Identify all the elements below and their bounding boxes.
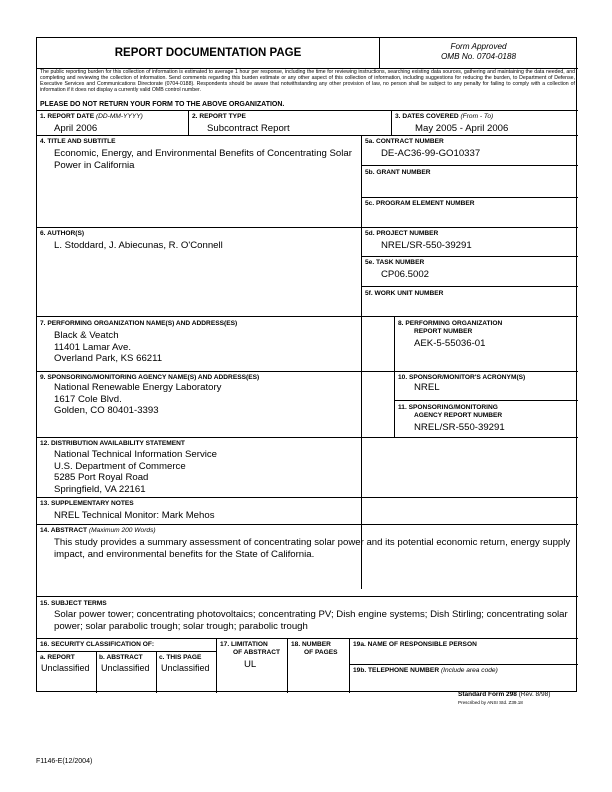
authors-label: 6. AUTHOR(S) [40,230,85,237]
divider [156,651,157,693]
divider [391,110,392,135]
agency-report-label: 11. SPONSORING/MONITORING AGENCY REPORT NUMBER [398,404,503,419]
sponsoring-agency-field[interactable]: National Renewable Energy Laboratory 1617 Cole Blvd. Golden, CO 80401-3393 [54,382,222,416]
divider [37,371,578,372]
divider [394,316,395,437]
number-pages-label: 18. NUMBER OF PAGES [291,641,338,656]
this-page-class-field[interactable]: Unclassified [161,663,210,673]
burden-notice: The public reporting burden for this collection of information is estimated to average 1 hour per response, including the time for reviewing instructions, searching existing data sources, gathering and maintaining the data needed, and completing and reviewing the collection of information. Send comments regarding this burden estimate or any other aspect of this collection of information, including suggestions for reducing the burden, to Department of Defense, Executive Services and Communications Directorate (0704-0188). Respondents should be aware that notwithstanding any other provision of law, no person shall be subject to any penalty for failing to comply with a collection of information if it does not display a currently valid OMB control number. [40,69,575,93]
contract-number-label: 5a. CONTRACT NUMBER [365,138,444,145]
agency-report-field[interactable]: NREL/SR-550-39291 [414,422,505,433]
subject-terms-label: 15. SUBJECT TERMS [40,600,107,607]
report-class-field[interactable]: Unclassified [41,663,90,673]
divider [37,497,578,498]
divider [361,165,578,166]
abstract-field[interactable]: This study provides a summary assessment of concentrating solar power and its potential economic return, energy supply impact, and environmental benefits for the State of California. [54,537,571,560]
authors-field[interactable]: L. Stoddard, J. Abiecunas, R. O'Connell [54,240,223,251]
work-unit-label: 5f. WORK UNIT NUMBER [365,290,444,297]
limitation-label: 17. LIMITATION OF ABSTRACT [220,641,281,656]
abstract-class-label: b. ABSTRACT [99,654,143,661]
divider [37,316,578,317]
standard-form-label: Standard Form 298 (Rev. 8/98) [458,691,551,698]
divider [37,638,578,639]
report-type-label: 2. REPORT TYPE [192,113,246,120]
divider [349,664,578,665]
distribution-field[interactable]: National Technical Information Service U.S. Department of Commerce 5285 Port Royal Road Springfield, VA 22161 [54,449,217,495]
grant-number-label: 5b. GRANT NUMBER [365,169,431,176]
abstract-class-field[interactable]: Unclassified [101,663,150,673]
performing-report-label: 8. PERFORMING ORGANIZATION REPORT NUMBER [398,320,503,335]
dates-covered-field[interactable]: May 2005 - April 2006 [415,123,509,134]
divider [361,197,578,198]
divider [37,135,578,136]
supplementary-notes-field[interactable]: NREL Technical Monitor: Mark Mehos [54,510,215,521]
project-number-field[interactable]: NREL/SR-550-39291 [381,240,472,251]
divider [37,110,578,111]
divider [37,437,578,438]
divider [188,110,189,135]
dates-covered-label: 3. DATES COVERED (From - To) [395,113,494,120]
divider [216,638,217,693]
report-date-label: 1. REPORT DATE (DD-MM-YYYY) [40,113,143,120]
abstract-label: 14. ABSTRACT (Maximum 200 Words) [40,527,156,534]
contract-number-field[interactable]: DE-AC36-99-GO10337 [381,148,481,159]
report-type-field[interactable]: Subcontract Report [207,123,290,134]
divider [361,256,578,257]
report-documentation-form [36,37,577,692]
divider [37,596,578,597]
distribution-label: 12. DISTRIBUTION AVAILABILITY STATEMENT [40,440,185,447]
form-approved: Form Approved OMB No. 0704-0188 [440,42,517,61]
prescribed-label: Prescribed by ANSI Std. Z39.18 [458,700,523,705]
report-class-label: a. REPORT [40,654,75,661]
sponsor-acronym-label: 10. SPONSOR/MONITOR'S ACRONYM(S) [398,374,526,381]
this-page-class-label: c. THIS PAGE [159,654,202,661]
subject-terms-field[interactable]: Solar power tower; concentrating photovoltaics; concentrating PV; Dish engine systems; Dish Stirling; concentrating solar power; solar parabolic trough; solar trough; parabolic trough [54,609,568,632]
responsible-person-label: 19a. NAME OF RESPONSIBLE PERSON [353,641,477,648]
task-number-field[interactable]: CP06.5002 [381,269,430,280]
return-notice: PLEASE DO NOT RETURN YOUR FORM TO THE ABOVE ORGANIZATION. [40,101,285,108]
project-number-label: 5d. PROJECT NUMBER [365,230,439,237]
limitation-field[interactable]: UL [244,659,257,670]
divider [287,638,288,693]
program-element-label: 5c. PROGRAM ELEMENT NUMBER [365,200,475,207]
telephone-label: 19b. TELEPHONE NUMBER (Include area code) [353,667,498,674]
performing-report-field[interactable]: AEK-5-55036-01 [414,338,486,349]
task-number-label: 5e. TASK NUMBER [365,259,425,266]
title-subtitle-label: 4. TITLE AND SUBTITLE [40,138,116,145]
title-subtitle-field[interactable]: Economic, Energy, and Environmental Benefits of Concentrating Solar Power in California [54,148,352,171]
divider [37,524,578,525]
performing-org-label: 7. PERFORMING ORGANIZATION NAME(S) AND ADDRESS(ES) [40,320,238,327]
sponsoring-agency-label: 9. SPONSORING/MONITORING AGENCY NAME(S) AND ADDRESS(ES) [40,374,260,381]
supplementary-notes-label: 13. SUPPLEMENTARY NOTES [40,500,134,507]
divider [349,638,350,693]
divider [37,227,578,228]
security-classification-label: 16. SECURITY CLASSIFICATION OF: [40,641,155,648]
divider [361,286,578,287]
form-title: REPORT DOCUMENTATION PAGE [114,47,302,59]
performing-org-field[interactable]: Black & Veatch 11401 Lamar Ave. Overland Park, KS 66211 [54,330,163,364]
report-date-field[interactable]: April 2006 [54,123,98,134]
divider [96,651,97,693]
form-id: F1146-E(12/2004) [36,758,93,765]
divider [37,651,216,652]
divider [394,400,578,401]
divider [361,135,362,589]
sponsor-acronym-field[interactable]: NREL [414,382,440,393]
